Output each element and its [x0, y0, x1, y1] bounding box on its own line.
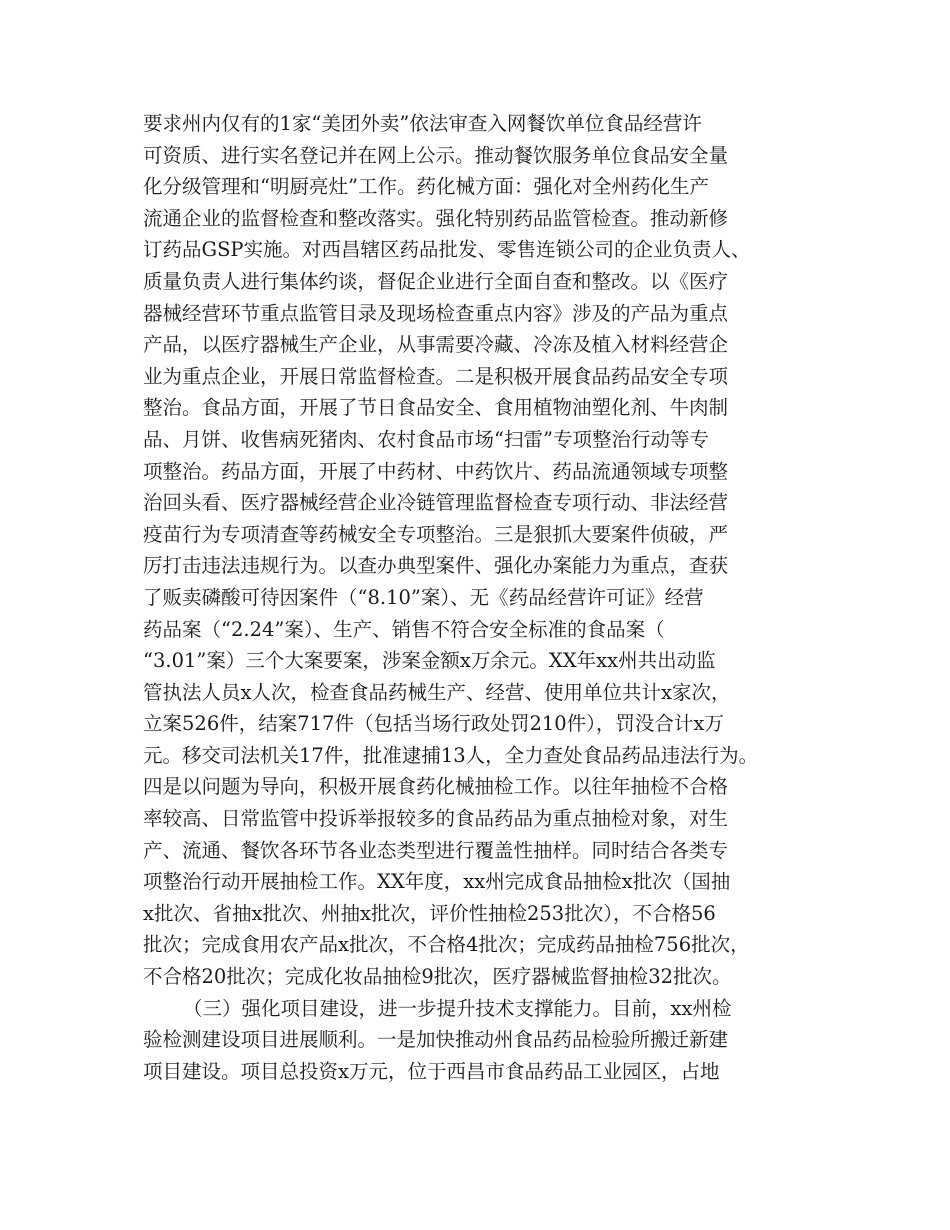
text-line: 流通企业的监督检查和整改落实。强化特别药品监管检查。推动新修 — [143, 206, 729, 230]
text-line: 项整治。药品方面，开展了中药材、中药饮片、药品流通领域专项整 — [143, 459, 729, 483]
text-line: 四是以问题为导向，积极开展食药化械抽检工作。以往年抽检不合格 — [143, 775, 729, 799]
text-line: 产品，以医疗器械生产企业，从事需要冷藏、冷冻及植入材料经营企 — [143, 333, 729, 357]
text-line: 业为重点企业，开展日常监督检查。二是积极开展食品药品安全专项 — [143, 364, 729, 388]
text-line: 要求州内仅有的1家“美团外卖”依法审查入网餐饮单位食品经营许 — [143, 112, 702, 135]
text-line: 管执法人员x人次，检查食品药械生产、经营、使用单位共计x家次， — [143, 680, 731, 704]
text-line: 品、月饼、收售病死猪肉、农村食品市场“扫雷”专项整治行动等专 — [143, 427, 709, 451]
text-line: 整治。食品方面，开展了节日食品安全、食用植物油塑化剂、牛肉制 — [143, 396, 729, 420]
text-line: “3.01”案）三个大案要案，涉案金额x万余元。XX年xx州共出动监 — [143, 649, 716, 673]
text-line: 项目建设。项目总投资x万元，位于西昌市食品药品工业园区，占地 — [143, 1059, 720, 1083]
text-line: 项整治行动开展抽检工作。XX年度，xx州完成食品抽检x批次（国抽 — [143, 870, 731, 894]
text-line: 厉打击违法违规行为。以查办典型案件、强化办案能力为重点，查获 — [143, 554, 729, 578]
text-line: 器械经营环节重点监管目录及现场检查重点内容》涉及的产品为重点 — [143, 301, 729, 325]
text-line: 疫苗行为专项清查等药械安全专项整治。三是狠抓大要案件侦破，严 — [143, 522, 729, 546]
text-line: 验检测建设项目进展顺利。一是加快推动州食品药品检验所搬迁新建 — [143, 1028, 729, 1052]
text-line: 率较高、日常监管中投诉举报较多的食品药品为重点抽检对象，对生 — [143, 807, 729, 831]
paragraph-first-line: （三）强化项目建设，进一步提升技术支撑能力。目前，xx州检 — [183, 996, 732, 1020]
text-line: x批次、省抽x批次、州抽x批次，评价性抽检253批次），不合格56 — [143, 901, 716, 925]
text-line: 质量负责人进行集体约谈，督促企业进行全面自查和整改。以《医疗 — [143, 269, 729, 293]
text-line: 批次；完成食用农产品x批次，不合格4批次；完成药品抽检756批次， — [143, 933, 750, 957]
text-line: 化分级管理和“明厨亮灶”工作。药化械方面：强化对全州药化生产 — [143, 175, 709, 199]
text-line: 不合格20批次；完成化妆品抽检9批次，医疗器械监督抽检32批次。 — [143, 965, 732, 989]
text-line: 治回头看、医疗器械经营企业冷链管理监督检查专项行动、非法经营 — [143, 491, 729, 515]
text-line: 药品案（“2.24”案）、生产、销售不符合安全标准的食品案（ — [143, 617, 665, 641]
text-line: 了贩卖磷酸可待因案件（“8.10”案）、无《药品经营许可证》经营 — [143, 585, 704, 609]
body-text — [143, 108, 843, 1087]
text-line: 可资质、进行实名登记并在网上公示。推动餐饮服务单位食品安全量 — [143, 143, 729, 167]
text-line: 产、流通、餐饮各环节各业态类型进行覆盖性抽样。同时结合各类专 — [143, 838, 729, 862]
text-line: 立案526件，结案717件（包括当场行政处罚210件），罚没合计x万 — [143, 712, 724, 736]
text-line: 订药品GSP实施。对西昌辖区药品批发、零售连锁公司的企业负责人、 — [143, 238, 751, 262]
text-line: 元。移交司法机关17件，批准逮捕13人，全力查处食品药品违法行为。 — [143, 743, 759, 767]
